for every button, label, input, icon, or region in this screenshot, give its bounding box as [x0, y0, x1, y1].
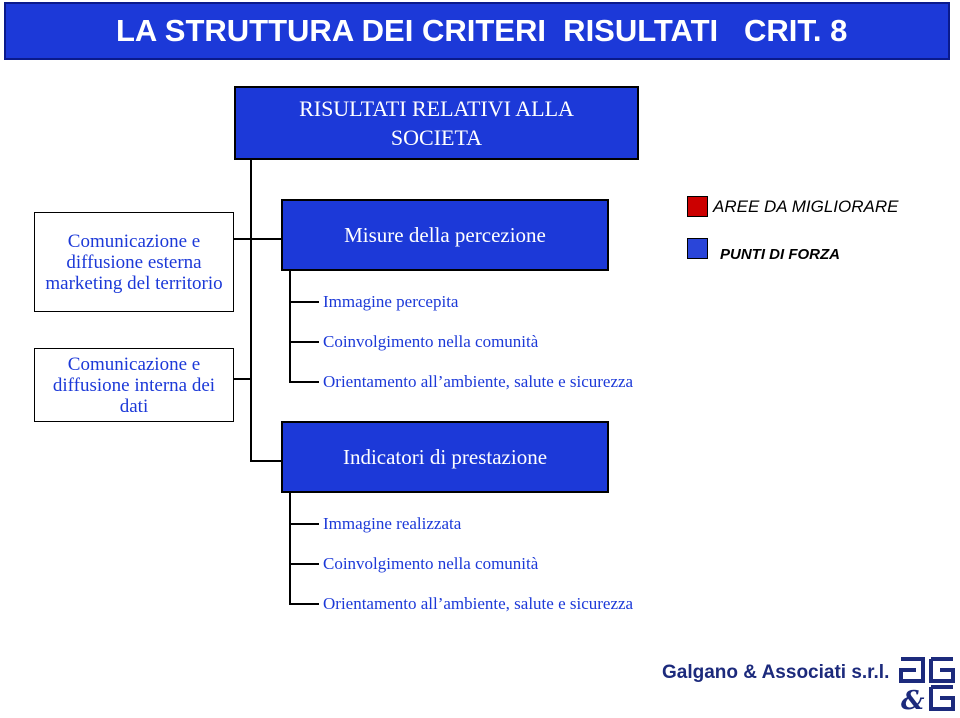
- list-item: Coinvolgimento nella comunità: [323, 554, 539, 573]
- results-society-label: RISULTATI RELATIVI ALLA SOCIETA: [299, 96, 574, 150]
- performance-indicators-box: Indicatori di prestazione: [281, 421, 609, 493]
- list-item: Orientamento all’ambiente, salute e sicurezza: [323, 594, 634, 613]
- bracket-tick: [289, 381, 319, 383]
- connector-side1: [234, 238, 251, 240]
- bracket-tick: [289, 563, 319, 565]
- results-society-box: [234, 86, 639, 160]
- internal-communication-box: Comunicazione e diffusione interna dei dati: [34, 348, 234, 422]
- perception-measures-box: Misure della percezione: [281, 199, 609, 271]
- connector-box2: [250, 460, 281, 462]
- bracket-tick: [289, 341, 319, 343]
- company-name: Galgano & Associati s.r.l.: [662, 662, 890, 683]
- bracket-tick: [289, 301, 319, 303]
- bracket-tick: [289, 523, 319, 525]
- list-item: Immagine percepita: [323, 292, 459, 311]
- connector-trunk: [250, 160, 252, 462]
- list-item: Coinvolgimento nella comunità: [323, 332, 539, 351]
- list-item: Immagine realizzata: [323, 514, 462, 533]
- legend-improve-label: AREE DA MIGLIORARE: [713, 197, 899, 216]
- connector-box1: [250, 238, 281, 240]
- external-communication-box: Comunicazione e diffusione esterna marketing del territorio: [34, 212, 234, 312]
- bracket-tick: [289, 603, 319, 605]
- connector-side2: [234, 378, 251, 380]
- slide-title: LA STRUTTURA DEI CRITERI RISULTATI CRIT. 8: [4, 2, 950, 60]
- legend-swatch-red: [687, 196, 708, 217]
- bracket-group2: [289, 493, 291, 604]
- legend-strength-label: PUNTI DI FORZA: [720, 246, 840, 263]
- bracket-group1: [289, 271, 291, 382]
- company-logo-icon: [898, 655, 956, 713]
- legend-swatch-blue: [687, 238, 708, 259]
- list-item: Orientamento all’ambiente, salute e sicurezza: [323, 372, 634, 391]
- svg-text:&: &: [901, 686, 925, 713]
